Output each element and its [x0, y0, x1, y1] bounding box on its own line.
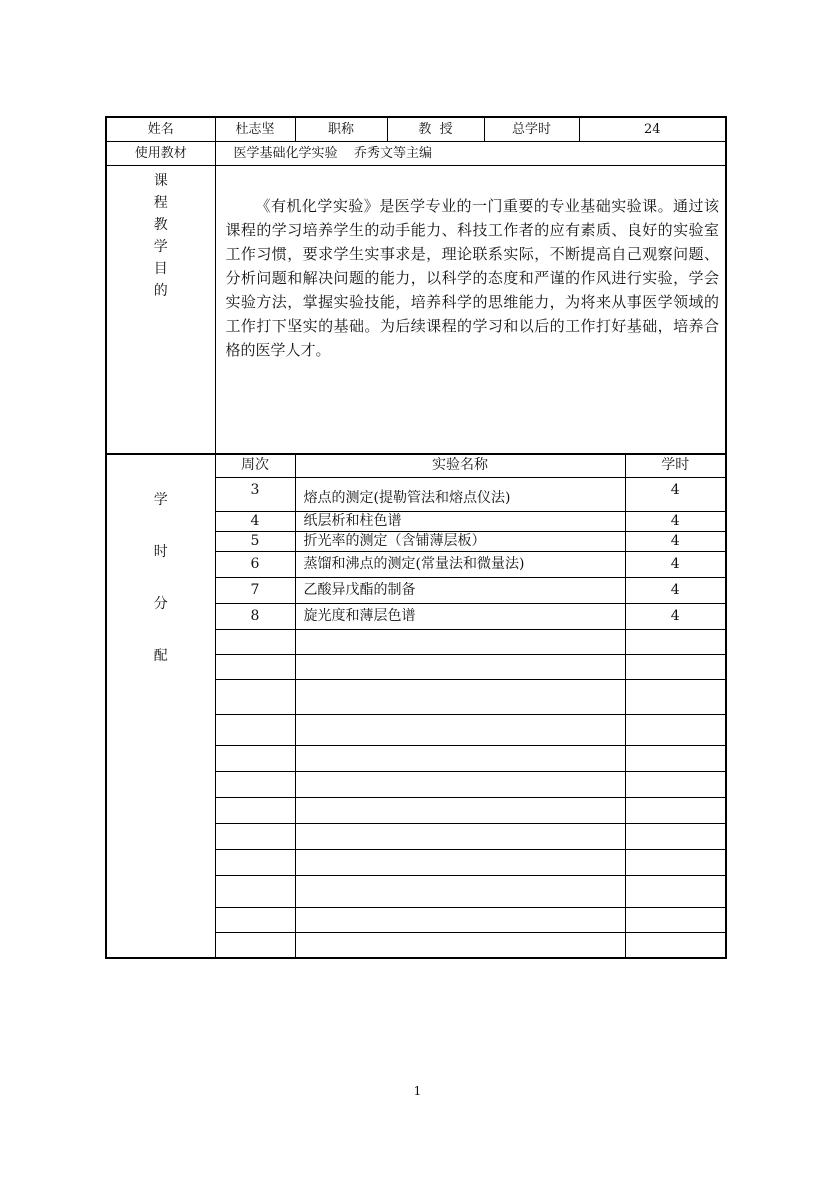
empty-cell [295, 655, 625, 680]
week-cell: 8 [215, 604, 295, 630]
week-cell: 3 [215, 478, 295, 512]
purpose-label-char: 学 [153, 239, 168, 255]
title-value: 教 授 [387, 117, 484, 142]
textbook-row [106, 142, 726, 166]
schedule-label-char: 配 [153, 648, 168, 664]
empty-cell [215, 630, 295, 655]
experiment-name-cell: 蒸馏和沸点的测定(常量法和微量法) [295, 552, 625, 578]
empty-cell [215, 715, 295, 746]
week-cell: 4 [215, 512, 295, 532]
experiment-name-cell: 旋光度和薄层色谱 [295, 604, 625, 630]
empty-cell [625, 908, 726, 933]
empty-cell [215, 772, 295, 798]
empty-cell [295, 630, 625, 655]
empty-cell [295, 876, 625, 908]
experiment-name-cell: 熔点的测定(提勒管法和熔点仪法) [295, 478, 625, 512]
empty-cell [295, 908, 625, 933]
empty-cell [215, 850, 295, 876]
empty-cell [625, 630, 726, 655]
experiment-name-cell: 折光率的测定（含铺薄层板） [295, 532, 625, 552]
empty-cell [625, 933, 726, 958]
info-table [105, 116, 727, 455]
empty-cell [295, 850, 625, 876]
experiment-name-cell: 乙酸异戊酯的制备 [295, 578, 625, 604]
purpose-label-char: 教 [153, 217, 168, 233]
purpose-label-char: 程 [153, 195, 168, 211]
empty-cell [295, 824, 625, 850]
week-column-header: 周次 [215, 454, 295, 478]
empty-cell [295, 746, 625, 772]
name-label: 姓名 [106, 117, 215, 142]
total-hours-label: 总学时 [484, 117, 579, 142]
empty-cell [295, 772, 625, 798]
empty-cell [625, 798, 726, 824]
total-hours-value: 24 [579, 117, 726, 142]
name-column-header: 实验名称 [295, 454, 625, 478]
purpose-label [106, 166, 215, 455]
empty-cell [295, 715, 625, 746]
purpose-label-char: 课 [153, 173, 168, 189]
name-value: 杜志坚 [215, 117, 295, 142]
hours-cell: 4 [625, 604, 726, 630]
empty-cell [295, 680, 625, 715]
purpose-text-cell [215, 166, 726, 455]
page-number: 1 [413, 1084, 422, 1098]
schedule-header-row [106, 454, 726, 478]
textbook-value [215, 142, 726, 166]
empty-cell [625, 746, 726, 772]
purpose-label-char: 的 [153, 283, 168, 299]
empty-cell [215, 908, 295, 933]
empty-cell [215, 655, 295, 680]
schedule-label-char: 时 [153, 544, 168, 560]
textbook-label: 使用教材 [106, 142, 215, 166]
hours-cell: 4 [625, 578, 726, 604]
empty-cell [625, 715, 726, 746]
empty-cell [295, 933, 625, 958]
empty-cell [625, 850, 726, 876]
info-row [106, 117, 726, 142]
schedule-label-char: 学 [153, 492, 168, 508]
week-cell: 6 [215, 552, 295, 578]
hours-cell: 4 [625, 552, 726, 578]
empty-cell [215, 798, 295, 824]
hours-column-header: 学时 [625, 454, 726, 478]
schedule-label-char: 分 [153, 596, 168, 612]
week-cell: 5 [215, 532, 295, 552]
textbook-value-text: 医学基础化学实验 乔秀文等主编 [233, 146, 433, 161]
title-label: 职称 [295, 117, 387, 142]
hours-cell: 4 [625, 478, 726, 512]
empty-cell [295, 798, 625, 824]
empty-cell [625, 680, 726, 715]
empty-cell [625, 772, 726, 798]
empty-cell [215, 680, 295, 715]
schedule-table [105, 453, 727, 959]
purpose-text: 《有机化学实验》是医学专业的一门重要的专业基础实验课。通过该课程的学习培养学生的动手能力、科技工作者的应有素质、良好的实验室工作习惯，要求学生实事求是，理论联系实际，不断提高自己观察问题、分析问题和解决问题的能力，以科学的态度和严谨的作风进行实验，学会实验方法，掌握实验技能，培养科学的思维能力，为将来从事医学领域的工作打下坚实的基础。为后续课程的学习和以后的工作打好基础，培养合格的医学人才。 [225, 197, 719, 359]
week-cell: 7 [215, 578, 295, 604]
empty-cell [215, 746, 295, 772]
purpose-label-char: 目 [153, 261, 168, 277]
schedule-label [106, 454, 215, 958]
hours-cell: 4 [625, 532, 726, 552]
empty-cell [215, 933, 295, 958]
empty-cell [215, 876, 295, 908]
empty-cell [215, 824, 295, 850]
empty-cell [625, 824, 726, 850]
experiment-name-cell: 纸层析和柱色谱 [295, 512, 625, 532]
empty-cell [625, 655, 726, 680]
hours-cell: 4 [625, 512, 726, 532]
purpose-row [106, 166, 726, 455]
empty-cell [625, 876, 726, 908]
